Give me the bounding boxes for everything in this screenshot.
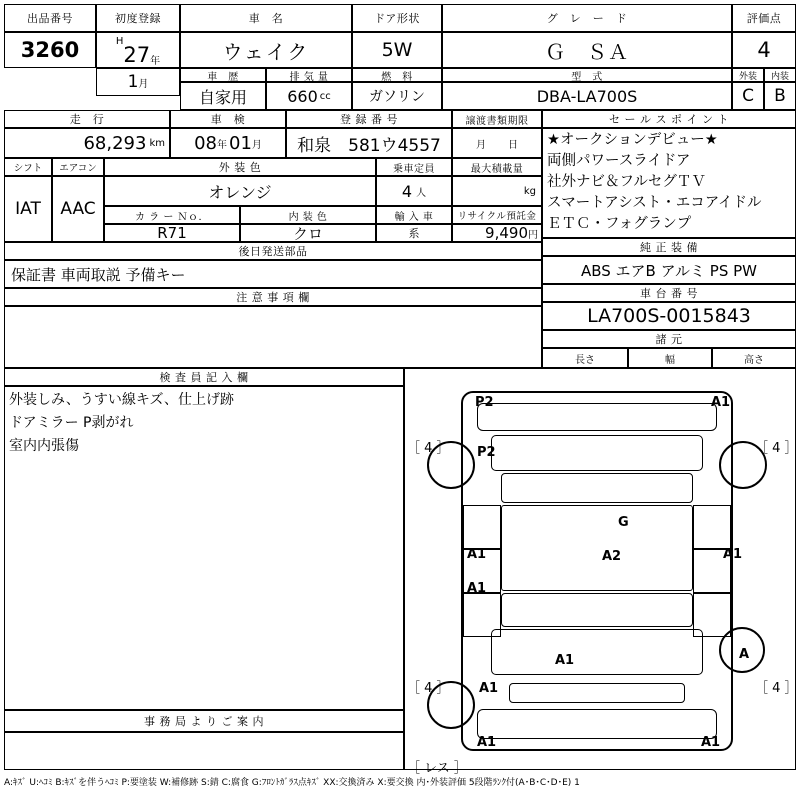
later-parts-value: 保証書 車両取説 予備キー	[11, 265, 186, 284]
windshield-panel	[501, 473, 693, 503]
grade-label-cell	[442, 4, 732, 32]
height-cell	[712, 348, 796, 368]
fuel-label-cell	[352, 68, 442, 82]
int-color-cell	[240, 224, 376, 242]
front-bumper-panel	[477, 403, 717, 431]
ext-color-cell	[104, 176, 376, 206]
int-color-suffix: 系	[408, 227, 420, 240]
recycle-label-cell	[452, 206, 542, 224]
inspector-label: 検 査 員 記 入 欄	[159, 371, 249, 384]
damage-mark-a1-left-door1: A1	[467, 547, 487, 562]
sales-points-cell	[542, 128, 796, 238]
seats-label: 乗車定員	[393, 163, 435, 175]
fuel-value: ガソリン	[369, 89, 425, 105]
sales-point-3: 社外ナビ＆フルセグＴＶ	[547, 174, 706, 190]
recycle-unit: 円	[528, 229, 538, 241]
sales-point-2: 両側パワースライドア	[547, 153, 691, 169]
score-value: 4	[757, 38, 771, 62]
seats-unit: 人	[416, 187, 427, 199]
mileage-unit: km	[149, 137, 165, 149]
width-cell	[628, 348, 712, 368]
later-parts-label-cell	[4, 242, 542, 260]
fuel-cell	[352, 82, 442, 110]
inspector-line-3: 室内内張傷	[9, 438, 79, 454]
ext-grade-label: 外装	[738, 71, 757, 82]
inspect-cell	[170, 128, 286, 158]
color-no-cell	[104, 224, 240, 242]
fuel-label: 燃 料	[381, 71, 413, 83]
ext-color-value: オレンジ	[208, 182, 272, 202]
office-notice-label: 事 務 局 よ り ご 案 内	[144, 715, 264, 728]
load-label: 最大積載量	[470, 163, 524, 175]
rear-bumper-panel	[477, 709, 717, 739]
width-label: 幅	[665, 354, 675, 366]
car-name-cell	[180, 32, 352, 68]
color-no-label: カ ラ ー Ｎｏ．	[134, 211, 210, 223]
sales-point-5: ＥＴＣ・フォグランプ	[547, 216, 692, 232]
car-name-label-cell	[180, 4, 352, 32]
inspector-line-1: 外装しみ、うすい線キズ、仕上げ跡	[9, 392, 234, 408]
damage-mark-g-windshield: G	[618, 515, 629, 530]
equip-cell	[542, 256, 796, 284]
tire-depth-front-left: ［ 4 ］	[407, 441, 450, 456]
sales-points-label: セ ー ル ス ポ イ ン ト	[609, 113, 729, 126]
damage-mark-a1-rear-left: A1	[479, 681, 499, 696]
inspect-month-unit: 月	[251, 139, 262, 151]
sales-point-1: ★オークションデビュー★	[547, 132, 718, 148]
displacement-value: 660	[287, 86, 318, 106]
inspector-line-2: ドアミラー P剥がれ	[9, 415, 134, 431]
import-label-cell	[376, 206, 452, 224]
legend-text: A:ｷｽﾞ U:ﾍｺﾐ B:ｷｽﾞを伴うﾍｺﾐ P:要塗装 W:補修跡 S:錆 C:腐食 G:ﾌﾛﾝﾄｶﾞﾗｽ点ｷｽﾞ XX:交換済み X:要交換 内･外装評価 5段階ﾗﾝｸ付(A･B･C･D･E) 1	[4, 778, 580, 788]
sales-point-4: スマートアシスト・エコアイドル	[547, 195, 762, 211]
displacement-label-cell	[266, 68, 352, 82]
office-notice-cell	[4, 732, 404, 770]
ac-cell	[52, 176, 104, 242]
model-value: DBA-LA700S	[536, 86, 638, 106]
first-reg-month-unit: 月	[138, 78, 149, 90]
displacement-cell	[266, 82, 352, 110]
ext-grade-value: C	[742, 86, 754, 106]
int-grade-value: B	[774, 86, 786, 106]
mileage-value: 68,293	[83, 132, 147, 154]
ext-color-label-cell	[104, 158, 376, 176]
seats-value: 4	[401, 181, 413, 201]
rear-glass-panel	[501, 593, 693, 627]
shift-label: シフト	[13, 163, 43, 174]
load-unit: kg	[523, 185, 536, 197]
grade-label: グ レ ー ド	[546, 12, 628, 25]
notes-label-cell	[4, 288, 542, 306]
reg-no-label: 登 録 番 号	[340, 113, 398, 126]
ext-grade-label-cell	[732, 68, 764, 82]
score-label: 評価点	[746, 12, 782, 25]
damage-mark-a-rear-right: A	[739, 647, 750, 662]
equip-label-cell	[542, 238, 796, 256]
rear-lower-panel	[509, 683, 685, 703]
ext-grade-cell	[732, 82, 764, 110]
right-quarter-panel	[693, 593, 731, 637]
later-parts-cell	[4, 260, 542, 288]
first-reg-year-unit: 年	[150, 56, 161, 67]
lot-no-label-cell	[4, 4, 96, 32]
door-value: 5W	[381, 39, 413, 61]
hood-panel	[491, 435, 703, 471]
first-reg-era: H	[115, 36, 124, 47]
inspect-year-unit: 年	[217, 139, 227, 151]
inspect-month: 01	[229, 132, 252, 154]
chassis-label: 車 台 番 号	[640, 287, 698, 300]
roof-panel	[501, 505, 693, 591]
ac-value: AAC	[60, 199, 96, 219]
damage-mark-a1-left-door2: A1	[467, 581, 487, 596]
import-cell	[376, 224, 452, 242]
reg-no-label-cell	[286, 110, 452, 128]
chassis-label-cell	[542, 284, 796, 302]
notes-cell	[4, 306, 542, 368]
color-no-label-cell	[104, 206, 240, 224]
chassis-cell	[542, 302, 796, 330]
door-label-cell	[352, 4, 442, 32]
model-label-cell	[442, 68, 732, 82]
mileage-label: 走 行	[69, 113, 105, 126]
legend-row	[4, 775, 796, 795]
tire-depth-front-right: ［ 4 ］	[755, 441, 798, 456]
inspect-label-cell	[170, 110, 286, 128]
inspect-label: 車 検	[210, 113, 246, 126]
left-front-door-panel	[463, 505, 501, 549]
mileage-cell	[4, 128, 170, 158]
origin-label: 諸 元	[655, 333, 683, 346]
history-value: 自家用	[198, 87, 247, 107]
transfer-month-unit: 月	[476, 139, 486, 151]
later-parts-label: 後日発送部品	[238, 245, 308, 258]
shift-label-cell	[4, 158, 52, 176]
int-color-label: 内 装 色	[288, 211, 328, 223]
damage-mark-a2-roof: A2	[602, 549, 622, 564]
equip-label: 純 正 装 備	[640, 241, 698, 254]
damage-mark-p2-front-left: P2	[475, 395, 494, 410]
left-quarter-panel	[463, 593, 501, 637]
length-cell	[542, 348, 628, 368]
trunk-panel	[491, 629, 703, 675]
length-label: 長さ	[575, 354, 595, 366]
first-reg-month-cell	[96, 68, 180, 96]
transfer-label: 譲渡書類期限	[465, 115, 529, 127]
tire-depth-rear-right: ［ 4 ］	[755, 681, 798, 696]
damage-mark-a1-trunk: A1	[555, 653, 575, 668]
score-cell	[732, 32, 796, 68]
grade-value: Ｇ ＳＡ	[545, 39, 629, 64]
displacement-label: 排 気 量	[289, 71, 329, 83]
car-name-label: 車 名	[248, 12, 284, 25]
damage-mark-a1-front-right: A1	[711, 395, 731, 410]
inspector-label-cell	[4, 368, 404, 386]
int-grade-cell	[764, 82, 796, 110]
recycle-value: 9,490	[485, 224, 528, 242]
damage-mark-a1-right-door: A1	[723, 547, 743, 562]
recycle-label: リサイクル預託金	[457, 211, 537, 222]
first-reg-year: 27	[123, 43, 151, 67]
int-grade-label: 内装	[770, 71, 789, 82]
first-reg-year-cell	[96, 32, 180, 68]
model-cell	[442, 82, 732, 110]
office-notice-label-cell	[4, 710, 404, 732]
transfer-label-cell	[452, 110, 542, 128]
damage-mark-a1-bumper-left: A1	[477, 735, 497, 750]
first-reg-label: 初度登録	[115, 12, 161, 25]
int-grade-label-cell	[764, 68, 796, 82]
history-label-cell	[180, 68, 266, 82]
damage-mark-p2-hood-left: P2	[477, 445, 496, 460]
ac-label: エアコン	[59, 163, 97, 174]
int-color-label-cell	[240, 206, 376, 224]
origin-label-cell	[542, 330, 796, 348]
reg-no-value: 和泉 581ウ4557	[297, 135, 441, 156]
car-name-value: ウェイク	[222, 39, 310, 64]
shift-value: IAT	[15, 199, 41, 219]
import-label: 輸 入 車	[394, 211, 434, 223]
mileage-label-cell	[4, 110, 170, 128]
score-label-cell	[732, 4, 796, 32]
ac-label-cell	[52, 158, 104, 176]
equip-value: ABS エアB アルミ PS PW	[580, 261, 758, 280]
door-cell	[352, 32, 442, 68]
displacement-unit: cc	[319, 90, 331, 102]
seats-cell	[376, 176, 452, 206]
lot-no-cell	[4, 32, 96, 68]
load-cell	[452, 176, 542, 206]
history-cell	[180, 82, 266, 110]
damage-mark-a1-bumper-right: A1	[701, 735, 721, 750]
transfer-day-unit: 日	[508, 139, 518, 151]
damage-diagram	[404, 368, 798, 776]
tire-depth-rear-left: ［ 4 ］	[407, 681, 450, 696]
grade-cell	[442, 32, 732, 68]
color-no-value: R71	[157, 224, 187, 242]
first-reg-label-cell	[96, 4, 180, 32]
sales-points-label-cell	[542, 110, 796, 128]
int-color-value: クロ	[292, 224, 323, 243]
height-label: 高さ	[744, 354, 764, 366]
chassis-value: LA700S-0015843	[587, 305, 751, 327]
right-front-door-panel	[693, 505, 731, 549]
load-label-cell	[452, 158, 542, 176]
transfer-cell	[452, 128, 542, 158]
inspect-year: 08	[194, 132, 217, 154]
ext-color-label: 外 装 色	[218, 161, 262, 174]
spare-tire-status: ［ レス ］	[407, 761, 467, 776]
notes-label: 注 意 事 項 欄	[236, 291, 310, 304]
recycle-cell	[452, 224, 542, 242]
door-label: ドア形状	[374, 12, 420, 25]
lot-no-label: 出品番号	[27, 12, 73, 25]
model-label: 型 式	[571, 71, 603, 83]
seats-label-cell	[376, 158, 452, 176]
shift-cell	[4, 176, 52, 242]
first-reg-month: 1	[127, 72, 139, 92]
inspector-notes-cell	[4, 386, 404, 710]
reg-no-cell	[286, 128, 452, 158]
history-label: 車 歴	[207, 71, 239, 83]
lot-no-value: 3260	[20, 38, 80, 62]
